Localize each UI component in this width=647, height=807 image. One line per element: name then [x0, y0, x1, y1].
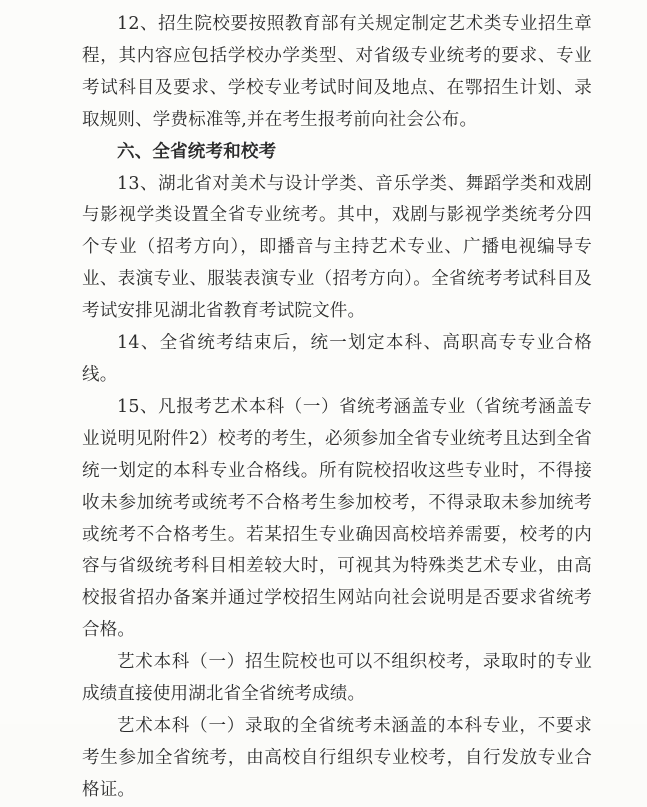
- paragraph-art-undergrad-uncovered: 艺术本科（一）录取的全省统考未涵盖的本科专业，不要求考生参加全省统考，由高校自行组织专业校考，自行发放专业合格证。: [82, 715, 592, 800]
- paragraph-14: 14、全省统考结束后，统一划定本科、高职高专专业合格线。: [82, 333, 592, 385]
- paragraph-13: 13、湖北省对美术与设计学类、音乐学类、舞蹈学类和戏剧与影视学类设置全省专业统考。其中，戏剧与影视学类统考分四个专业（招考方向），即播音与主持艺术专业、广播电视编导专业、表演专业、服装表演专业（招考方向）。全省统考考试科目及考试安排见湖北省教育考试院文件。: [82, 173, 592, 322]
- paragraph-15: 15、凡报考艺术本科（一）省统考涵盖专业（省统考涵盖专业说明见附件2）校考的考生，必须参加全省专业统考且达到全省统一划定的本科专业合格线。所有院校招收这些专业时，不得接收未参加统考或统考不合格考生参加校考，不得录取未参加统考或统考不合格考生。若某招生专业确因高校培养需要，校考的内容与省级统考科目相差较大时，可视其为特殊类艺术专业，由高校报省招办备案并通过学校招生网站向社会说明是否要求省统考合格。: [82, 396, 592, 641]
- paragraph-12: 12、招生院校要按照教育部有关规定制定艺术类专业招生章程，其内容应包括学校办学类型、对省级专业统考的要求、专业考试科目及要求、学校专业考试时间及地点、在鄂招生计划、录取规则、学费标准等,并在考生报考前向社会公布。: [82, 14, 592, 130]
- section-heading-6: 六、全省统考和校考: [117, 141, 277, 162]
- document-body: [82, 9, 592, 807]
- paragraph-art-undergrad-no-exam: 艺术本科（一）招生院校也可以不组织校考，录取时的专业成绩直接使用湖北省全省统考成绩。: [82, 652, 592, 705]
